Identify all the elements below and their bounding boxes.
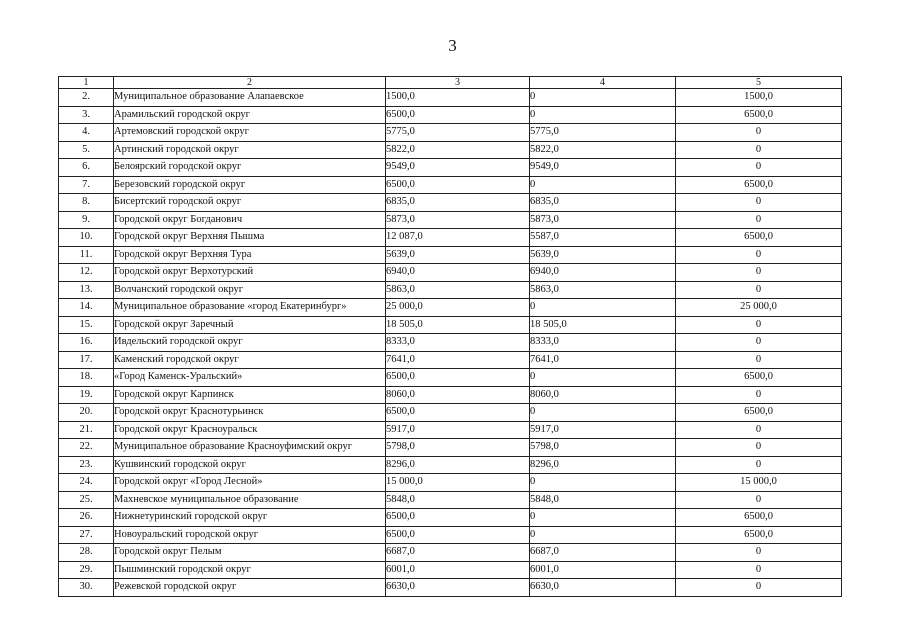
row-number: 26. bbox=[59, 509, 114, 527]
row-number: 22. bbox=[59, 439, 114, 457]
row-number: 2. bbox=[59, 89, 114, 107]
table-row bbox=[59, 106, 842, 124]
municipality-name: Ивдельский городской округ bbox=[114, 334, 386, 352]
municipality-name: Березовский городской округ bbox=[114, 176, 386, 194]
value-col3: 6500,0 bbox=[386, 509, 530, 527]
value-col4: 0 bbox=[530, 509, 676, 527]
row-number: 8. bbox=[59, 194, 114, 212]
table-row bbox=[59, 334, 842, 352]
row-number: 23. bbox=[59, 456, 114, 474]
value-col5: 0 bbox=[676, 544, 842, 562]
value-col5: 6500,0 bbox=[676, 176, 842, 194]
value-col5: 0 bbox=[676, 316, 842, 334]
value-col5: 0 bbox=[676, 439, 842, 457]
value-col5: 0 bbox=[676, 194, 842, 212]
row-number: 3. bbox=[59, 106, 114, 124]
municipality-name: Арамильский городской округ bbox=[114, 106, 386, 124]
value-col5: 0 bbox=[676, 351, 842, 369]
header-cell: 2 bbox=[114, 77, 386, 89]
value-col3: 5917,0 bbox=[386, 421, 530, 439]
table-row bbox=[59, 404, 842, 422]
table-row bbox=[59, 264, 842, 282]
value-col4: 9549,0 bbox=[530, 159, 676, 177]
value-col4: 8060,0 bbox=[530, 386, 676, 404]
value-col4: 0 bbox=[530, 176, 676, 194]
page-number: 3 bbox=[448, 36, 457, 55]
value-col5: 6500,0 bbox=[676, 526, 842, 544]
table-row bbox=[59, 316, 842, 334]
table-row bbox=[59, 141, 842, 159]
value-col4: 6687,0 bbox=[530, 544, 676, 562]
value-col3: 5822,0 bbox=[386, 141, 530, 159]
value-col4: 0 bbox=[530, 526, 676, 544]
municipality-name: Пышминский городской округ bbox=[114, 561, 386, 579]
table-row bbox=[59, 561, 842, 579]
value-col5: 0 bbox=[676, 211, 842, 229]
municipality-name: Городской округ «Город Лесной» bbox=[114, 474, 386, 492]
row-number: 16. bbox=[59, 334, 114, 352]
table-row bbox=[59, 369, 842, 387]
row-number: 15. bbox=[59, 316, 114, 334]
table-row bbox=[59, 491, 842, 509]
value-col3: 15 000,0 bbox=[386, 474, 530, 492]
municipality-name: Городской округ Пелым bbox=[114, 544, 386, 562]
municipality-name: Муниципальное образование Алапаевское bbox=[114, 89, 386, 107]
table-row bbox=[59, 526, 842, 544]
municipality-name: Нижнетуринский городской округ bbox=[114, 509, 386, 527]
table-row bbox=[59, 176, 842, 194]
municipality-name: Бисертский городской округ bbox=[114, 194, 386, 212]
header-cell: 5 bbox=[676, 77, 842, 89]
municipality-name: Муниципальное образование Красноуфимский округ bbox=[114, 439, 386, 457]
municipality-name: Волчанский городской округ bbox=[114, 281, 386, 299]
municipality-name: Городской округ Верхотурский bbox=[114, 264, 386, 282]
table-row bbox=[59, 421, 842, 439]
value-col4: 8333,0 bbox=[530, 334, 676, 352]
table-row bbox=[59, 351, 842, 369]
value-col3: 6500,0 bbox=[386, 176, 530, 194]
value-col4: 0 bbox=[530, 106, 676, 124]
value-col4: 6630,0 bbox=[530, 579, 676, 597]
table-row bbox=[59, 281, 842, 299]
value-col4: 6001,0 bbox=[530, 561, 676, 579]
municipality-name: Городской округ Красноуральск bbox=[114, 421, 386, 439]
row-number: 17. bbox=[59, 351, 114, 369]
value-col4: 18 505,0 bbox=[530, 316, 676, 334]
table-row bbox=[59, 299, 842, 317]
value-col5: 0 bbox=[676, 561, 842, 579]
table-body bbox=[59, 89, 842, 597]
value-col4: 0 bbox=[530, 369, 676, 387]
municipality-name: Артинский городской округ bbox=[114, 141, 386, 159]
value-col3: 6500,0 bbox=[386, 526, 530, 544]
municipality-name: Кушвинский городской округ bbox=[114, 456, 386, 474]
value-col5: 6500,0 bbox=[676, 229, 842, 247]
value-col3: 18 505,0 bbox=[386, 316, 530, 334]
municipality-name: Городской округ Богданович bbox=[114, 211, 386, 229]
value-col3: 8060,0 bbox=[386, 386, 530, 404]
value-col4: 5822,0 bbox=[530, 141, 676, 159]
municipality-name: Каменский городской округ bbox=[114, 351, 386, 369]
value-col3: 12 087,0 bbox=[386, 229, 530, 247]
municipality-name: Городской округ Заречный bbox=[114, 316, 386, 334]
table-row bbox=[59, 194, 842, 212]
value-col4: 5917,0 bbox=[530, 421, 676, 439]
municipality-name: Артемовский городской округ bbox=[114, 124, 386, 142]
value-col4: 5587,0 bbox=[530, 229, 676, 247]
value-col3: 5775,0 bbox=[386, 124, 530, 142]
value-col5: 0 bbox=[676, 456, 842, 474]
value-col5: 6500,0 bbox=[676, 404, 842, 422]
value-col3: 5863,0 bbox=[386, 281, 530, 299]
value-col3: 8296,0 bbox=[386, 456, 530, 474]
value-col5: 0 bbox=[676, 281, 842, 299]
value-col5: 6500,0 bbox=[676, 106, 842, 124]
table-row bbox=[59, 474, 842, 492]
row-number: 13. bbox=[59, 281, 114, 299]
value-col4: 6835,0 bbox=[530, 194, 676, 212]
row-number: 10. bbox=[59, 229, 114, 247]
municipality-name: «Город Каменск-Уральский» bbox=[114, 369, 386, 387]
value-col4: 5775,0 bbox=[530, 124, 676, 142]
municipality-name: Белоярский городской округ bbox=[114, 159, 386, 177]
table-row bbox=[59, 159, 842, 177]
table-row bbox=[59, 229, 842, 247]
value-col3: 6687,0 bbox=[386, 544, 530, 562]
row-number: 20. bbox=[59, 404, 114, 422]
row-number: 11. bbox=[59, 246, 114, 264]
row-number: 18. bbox=[59, 369, 114, 387]
value-col5: 0 bbox=[676, 421, 842, 439]
value-col5: 0 bbox=[676, 579, 842, 597]
value-col5: 25 000,0 bbox=[676, 299, 842, 317]
value-col4: 5798,0 bbox=[530, 439, 676, 457]
value-col5: 15 000,0 bbox=[676, 474, 842, 492]
value-col3: 5873,0 bbox=[386, 211, 530, 229]
header-cell: 1 bbox=[59, 77, 114, 89]
row-number: 21. bbox=[59, 421, 114, 439]
value-col3: 6001,0 bbox=[386, 561, 530, 579]
value-col3: 6500,0 bbox=[386, 369, 530, 387]
value-col5: 0 bbox=[676, 264, 842, 282]
value-col4: 5873,0 bbox=[530, 211, 676, 229]
value-col4: 5863,0 bbox=[530, 281, 676, 299]
row-number: 29. bbox=[59, 561, 114, 579]
municipality-name: Муниципальное образование «город Екатеринбург» bbox=[114, 299, 386, 317]
row-number: 25. bbox=[59, 491, 114, 509]
value-col3: 6500,0 bbox=[386, 404, 530, 422]
value-col4: 8296,0 bbox=[530, 456, 676, 474]
row-number: 4. bbox=[59, 124, 114, 142]
table-row bbox=[59, 544, 842, 562]
value-col3: 5798,0 bbox=[386, 439, 530, 457]
row-number: 30. bbox=[59, 579, 114, 597]
value-col5: 6500,0 bbox=[676, 369, 842, 387]
table-row bbox=[59, 89, 842, 107]
value-col4: 5848,0 bbox=[530, 491, 676, 509]
municipality-name: Городской округ Карпинск bbox=[114, 386, 386, 404]
value-col3: 1500,0 bbox=[386, 89, 530, 107]
row-number: 19. bbox=[59, 386, 114, 404]
municipality-name: Городской округ Верхняя Тура bbox=[114, 246, 386, 264]
row-number: 7. bbox=[59, 176, 114, 194]
table-row bbox=[59, 456, 842, 474]
table-row bbox=[59, 211, 842, 229]
value-col4: 0 bbox=[530, 404, 676, 422]
table-row bbox=[59, 509, 842, 527]
value-col3: 5848,0 bbox=[386, 491, 530, 509]
value-col5: 0 bbox=[676, 334, 842, 352]
value-col5: 0 bbox=[676, 386, 842, 404]
value-col3: 9549,0 bbox=[386, 159, 530, 177]
table-header-row bbox=[59, 77, 842, 89]
row-number: 14. bbox=[59, 299, 114, 317]
value-col3: 5639,0 bbox=[386, 246, 530, 264]
table-row bbox=[59, 124, 842, 142]
municipality-name: Новоуральский городской округ bbox=[114, 526, 386, 544]
table-row bbox=[59, 439, 842, 457]
value-col4: 0 bbox=[530, 474, 676, 492]
row-number: 24. bbox=[59, 474, 114, 492]
value-col3: 8333,0 bbox=[386, 334, 530, 352]
value-col4: 6940,0 bbox=[530, 264, 676, 282]
row-number: 27. bbox=[59, 526, 114, 544]
municipality-name: Городской округ Краснотурьинск bbox=[114, 404, 386, 422]
value-col5: 0 bbox=[676, 141, 842, 159]
municipality-name: Городской округ Верхняя Пышма bbox=[114, 229, 386, 247]
value-col3: 6630,0 bbox=[386, 579, 530, 597]
value-col4: 5639,0 bbox=[530, 246, 676, 264]
value-col3: 6500,0 bbox=[386, 106, 530, 124]
row-number: 28. bbox=[59, 544, 114, 562]
value-col4: 7641,0 bbox=[530, 351, 676, 369]
municipality-name: Режевской городской округ bbox=[114, 579, 386, 597]
value-col5: 0 bbox=[676, 124, 842, 142]
table-row bbox=[59, 386, 842, 404]
table-row bbox=[59, 579, 842, 597]
row-number: 5. bbox=[59, 141, 114, 159]
value-col3: 6940,0 bbox=[386, 264, 530, 282]
value-col5: 6500,0 bbox=[676, 509, 842, 527]
value-col4: 0 bbox=[530, 299, 676, 317]
value-col3: 7641,0 bbox=[386, 351, 530, 369]
value-col5: 1500,0 bbox=[676, 89, 842, 107]
value-col5: 0 bbox=[676, 491, 842, 509]
row-number: 6. bbox=[59, 159, 114, 177]
value-col4: 0 bbox=[530, 89, 676, 107]
value-col3: 25 000,0 bbox=[386, 299, 530, 317]
municipality-name: Махневское муниципальное образование bbox=[114, 491, 386, 509]
value-col5: 0 bbox=[676, 246, 842, 264]
value-col5: 0 bbox=[676, 159, 842, 177]
table-row bbox=[59, 246, 842, 264]
value-col3: 6835,0 bbox=[386, 194, 530, 212]
header-cell: 3 bbox=[386, 77, 530, 89]
row-number: 12. bbox=[59, 264, 114, 282]
header-cell: 4 bbox=[530, 77, 676, 89]
allocation-table bbox=[58, 76, 842, 597]
row-number: 9. bbox=[59, 211, 114, 229]
